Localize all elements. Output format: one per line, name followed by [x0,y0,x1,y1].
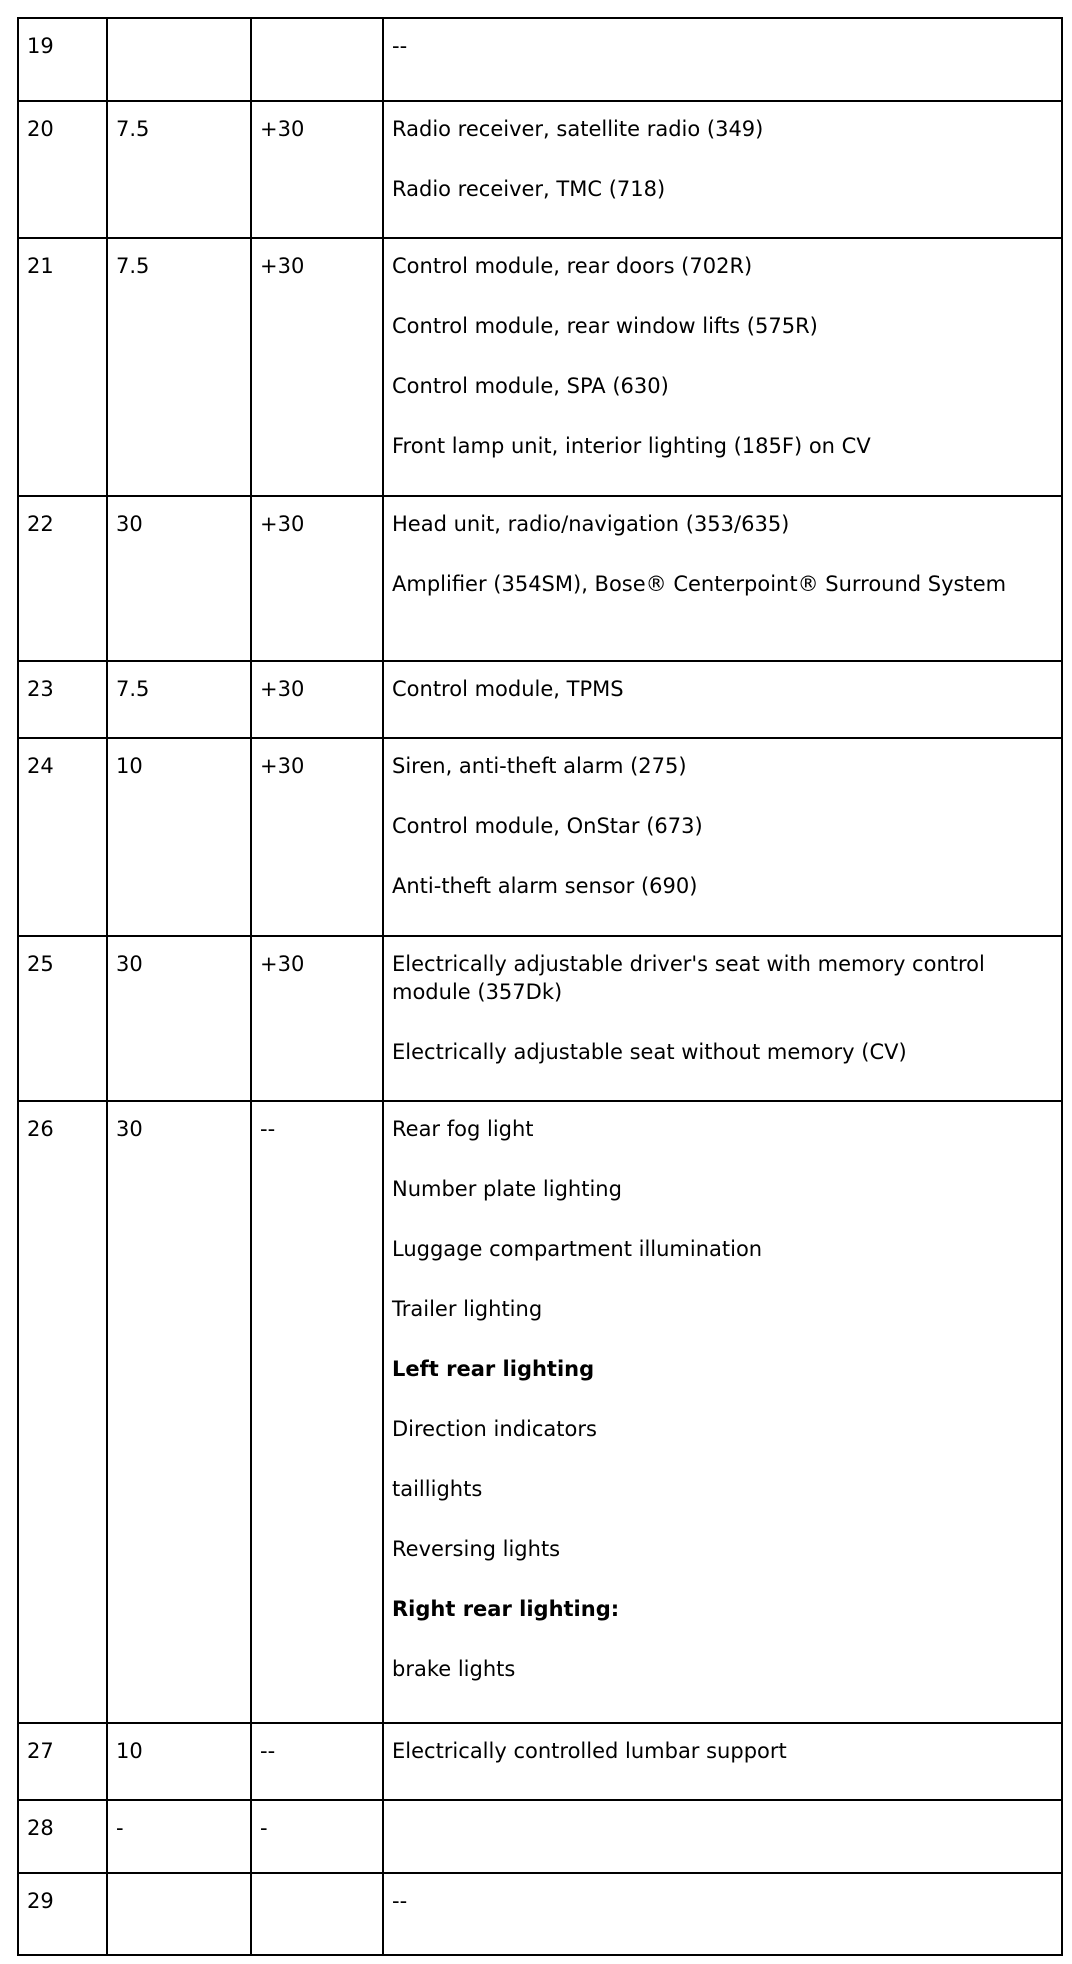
description-line: Direction indicators [392,1417,597,1441]
terminal-cell: -- [251,1101,383,1723]
amperage-cell: - [107,1800,251,1873]
amperage-cell: 10 [107,1723,251,1800]
fuse-number-cell: 19 [18,18,107,101]
fuse-number-cell: 27 [18,1723,107,1800]
fuse-number-cell: 29 [18,1873,107,1955]
description-line: Reversing lights [392,1537,561,1561]
amperage-cell: 10 [107,738,251,936]
fuse-row [18,1101,1062,1723]
description-cell [383,1800,1062,1873]
description-line: Number plate lighting [392,1177,622,1201]
amperage-cell [107,18,251,101]
terminal-cell: +30 [251,936,383,1101]
description-cell [383,1723,1062,1800]
fuse-row [18,101,1062,238]
description-line: Anti-theft alarm sensor (690) [392,874,698,898]
description-line: Luggage compartment illumination [392,1237,763,1261]
fuse-table [17,17,1063,1956]
description-cell [383,661,1062,738]
description-line: Siren, anti-theft alarm (275) [392,754,687,778]
description-heading: Right rear lighting: [392,1597,620,1621]
terminal-cell: +30 [251,238,383,496]
description-line: Rear fog light [392,1117,534,1141]
amperage-cell: 30 [107,936,251,1101]
description-line: -- [392,34,408,58]
description-line: Control module, rear window lifts (575R) [392,314,818,338]
description-line: taillights [392,1477,483,1501]
description-line: Electrically controlled lumbar support [392,1739,787,1763]
fuse-number-cell: 25 [18,936,107,1101]
fuse-number-cell: 20 [18,101,107,238]
amperage-cell: 30 [107,496,251,661]
fuse-number-cell: 22 [18,496,107,661]
fuse-row [18,936,1062,1101]
description-heading: Left rear lighting [392,1357,595,1381]
fuse-row [18,238,1062,496]
fuse-number-cell: 23 [18,661,107,738]
amperage-cell: 7.5 [107,238,251,496]
description-line: brake lights [392,1657,516,1681]
description-line: Radio receiver, TMC (718) [392,177,666,201]
fuse-row [18,18,1062,101]
amperage-cell: 30 [107,1101,251,1723]
fuse-row [18,1723,1062,1800]
description-line: Control module, OnStar (673) [392,814,703,838]
description-line: Front lamp unit, interior lighting (185F) on CV [392,434,871,458]
description-line: Amplifier (354SM), Bose® Centerpoint® Surround System [392,572,1007,596]
terminal-cell: +30 [251,661,383,738]
description-cell [383,1101,1062,1723]
fuse-number-cell: 24 [18,738,107,936]
fuse-row [18,496,1062,661]
fuse-number-cell: 26 [18,1101,107,1723]
terminal-cell: -- [251,1723,383,1800]
fuse-row [18,738,1062,936]
description-line: Head unit, radio/navigation (353/635) [392,512,790,536]
description-line: Radio receiver, satellite radio (349) [392,117,764,141]
description-line: Trailer lighting [392,1297,543,1321]
description-line: Electrically adjustable seat without memory (CV) [392,1040,907,1064]
terminal-cell: - [251,1800,383,1873]
description-cell [383,936,1062,1101]
terminal-cell: +30 [251,738,383,936]
fuse-number-cell: 21 [18,238,107,496]
description-cell [383,1873,1062,1955]
fuse-row [18,661,1062,738]
amperage-cell: 7.5 [107,661,251,738]
description-cell [383,101,1062,238]
description-line: Control module, rear doors (702R) [392,254,753,278]
fuse-number-cell: 28 [18,1800,107,1873]
amperage-cell: 7.5 [107,101,251,238]
terminal-cell: +30 [251,496,383,661]
fuse-table-body [18,18,1062,1955]
description-line: Control module, SPA (630) [392,374,669,398]
description-cell [383,738,1062,936]
terminal-cell [251,1873,383,1955]
terminal-cell [251,18,383,101]
description-cell [383,238,1062,496]
description-cell [383,496,1062,661]
fuse-row [18,1800,1062,1873]
description-line: Control module, TPMS [392,677,624,701]
description-line: Electrically adjustable driver's seat with memory control module (357Dk) [392,952,985,1004]
description-line: -- [392,1889,408,1913]
amperage-cell [107,1873,251,1955]
description-cell [383,18,1062,101]
terminal-cell: +30 [251,101,383,238]
fuse-row [18,1873,1062,1955]
